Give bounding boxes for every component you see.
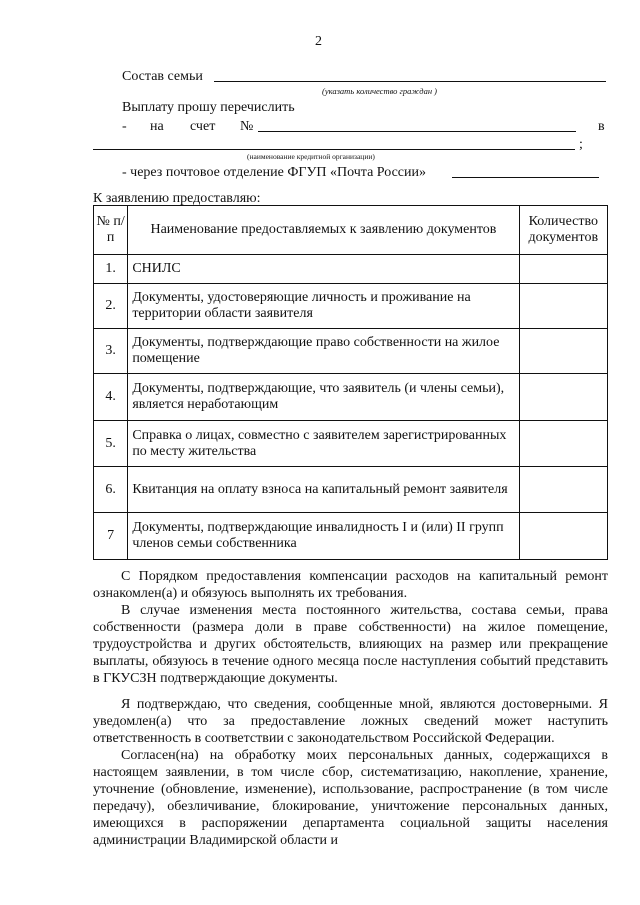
row-name: Справка о лицах, совместно с заявителем зарегистрированных по месту жительства [128, 421, 519, 467]
bank-hint: (наименование кредитной организации) [247, 152, 375, 161]
row-qty-cell[interactable] [519, 374, 607, 421]
table-row [94, 329, 608, 374]
paragraph-text: В случае изменения места постоянного жительства, состава семьи, права собственности (размера доли в праве собственности) на жилое помещение, трудоустройства и других обстоятельств, влияющих на размер или прекращение выплаты, обязуюсь в течение одного месяца после наступления событий представить в ГКУСЗН подтверждающие документы. [93, 603, 608, 686]
row-name: Документы, подтверждающие, что заявитель (и члены семьи), является неработающим [128, 374, 519, 421]
header-num: № п/п [94, 206, 128, 255]
row-qty-cell[interactable] [519, 421, 607, 467]
row-name: Документы, подтверждающие инвалидность I и (или) II групп членов семьи собственника [128, 513, 519, 560]
paragraph-text: С Порядком предоставления компенсации расходов на капитальный ремонт ознакомлен(а) и обязуюсь выполнять их требования. [93, 569, 608, 601]
table-header-row [94, 206, 608, 255]
row-name: Документы, подтверждающие право собственности на жилое помещение [128, 329, 519, 374]
row-qty-cell[interactable] [519, 329, 607, 374]
page-number: 2 [315, 34, 322, 49]
row-num: 5. [94, 421, 128, 467]
account-number-line[interactable] [258, 131, 576, 132]
payment-in: в [598, 119, 605, 134]
bank-name-line[interactable] [93, 149, 575, 150]
post-office-label: - через почтовое отделение ФГУП «Почта России» [122, 165, 426, 180]
family-hint: (указать количество граждан ) [322, 86, 437, 96]
row-name: Квитанция на оплату взноса на капитальный ремонт заявителя [128, 467, 519, 513]
row-qty-cell[interactable] [519, 255, 607, 284]
row-num: 7 [94, 513, 128, 560]
family-label: Состав семьи [122, 69, 203, 84]
row-num: 2. [94, 284, 128, 329]
row-num: 3. [94, 329, 128, 374]
row-name: Документы, удостоверяющие личность и проживание на территории области заявителя [128, 284, 519, 329]
documents-intro: К заявлению предоставляю: [93, 191, 261, 206]
post-office-line[interactable] [452, 177, 599, 178]
header-name: Наименование предоставляемых к заявлению документов [128, 206, 519, 255]
payment-dash: - [122, 119, 127, 134]
payment-on: на [150, 119, 164, 134]
paragraph-text: Согласен(на) на обработку моих персональных данных, содержащихся в настоящем заявлении, в том числе сбор, систематизацию, накопление, хранение, уточнение (обновление, изменение), использование, распространение (в том числе передачу), обезличивание, блокирование, уничтожение персональных данных, имеющихся в распоряжении департамента социальной защиты населения администрации Владимирской области и [93, 748, 608, 848]
paragraph-acknowledgement [93, 568, 608, 602]
payment-account: счет [190, 119, 216, 134]
table-row [94, 374, 608, 421]
row-qty-cell[interactable] [519, 284, 607, 329]
paragraph-changes [93, 602, 608, 687]
row-num: 1. [94, 255, 128, 284]
documents-table [93, 205, 608, 560]
table-row [94, 255, 608, 284]
table-row [94, 284, 608, 329]
row-num: 4. [94, 374, 128, 421]
paragraph-confirmation [93, 696, 608, 747]
payment-semicolon: ; [579, 137, 583, 152]
row-qty-cell[interactable] [519, 467, 607, 513]
row-qty-cell[interactable] [519, 513, 607, 560]
payment-number-sign: № [240, 119, 254, 134]
family-input-line[interactable] [214, 81, 606, 82]
row-num: 6. [94, 467, 128, 513]
table-row [94, 467, 608, 513]
row-name: СНИЛС [128, 255, 519, 284]
paragraph-text: Я подтверждаю, что сведения, сообщенные мной, являются достоверными. Я уведомлен(а) что за предоставление ложных сведений может наступить ответственность в соответствии с законодательством Российской Федерации. [93, 697, 608, 746]
table-row [94, 421, 608, 467]
paragraph-consent [93, 747, 608, 849]
table-row [94, 513, 608, 560]
header-qty: Количество документов [519, 206, 607, 255]
payment-label: Выплату прошу перечислить [122, 100, 295, 115]
